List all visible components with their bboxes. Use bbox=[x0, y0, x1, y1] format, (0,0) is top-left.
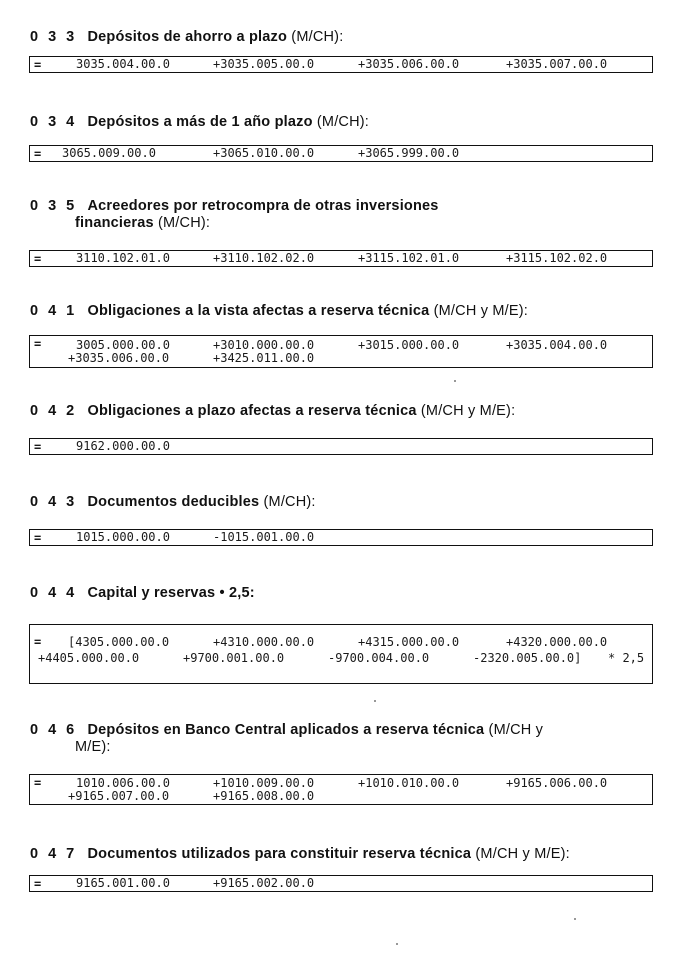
account-term: -9700.004.00.0 bbox=[328, 651, 430, 665]
formula-line bbox=[30, 531, 650, 544]
section-code: 0 4 7 bbox=[30, 846, 78, 862]
formula-line bbox=[30, 352, 650, 365]
account-term: 3005.000.00.0 bbox=[76, 338, 170, 352]
section-note: (M/CH): bbox=[316, 114, 370, 130]
formula-box bbox=[29, 145, 653, 162]
section-title: Capital y reservas • 2,5: bbox=[87, 585, 255, 601]
formula-box bbox=[29, 624, 653, 684]
section-title: Depósitos a más de 1 año plazo bbox=[87, 114, 313, 130]
equals-sign: = bbox=[34, 440, 42, 454]
account-term: +4320.000.00.0 bbox=[506, 635, 608, 649]
section-code: 0 3 5 bbox=[30, 198, 78, 214]
account-term: [4305.000.00.0 bbox=[68, 635, 170, 649]
formula-box bbox=[29, 250, 653, 267]
account-term: +3035.006.00.0 bbox=[68, 351, 170, 365]
speck bbox=[396, 943, 398, 945]
section-code: 0 3 4 bbox=[30, 114, 78, 130]
section-note: (M/CH y M/E): bbox=[433, 303, 529, 319]
section-heading bbox=[30, 722, 650, 756]
section-code: 0 3 3 bbox=[30, 29, 78, 45]
equals-sign: = bbox=[34, 635, 42, 649]
speck bbox=[374, 700, 376, 702]
account-term: +3425.011.00.0 bbox=[213, 351, 315, 365]
section-heading bbox=[30, 846, 650, 863]
formula-box bbox=[29, 529, 653, 546]
account-term: +3115.102.02.0 bbox=[506, 251, 608, 265]
section-heading bbox=[30, 403, 650, 420]
formula-line bbox=[30, 252, 650, 265]
section-code: 0 4 6 bbox=[30, 722, 78, 738]
formula-line bbox=[30, 636, 650, 649]
formula-line bbox=[30, 877, 650, 890]
account-term: +4405.000.00.0 bbox=[38, 651, 140, 665]
account-term: +1010.009.00.0 bbox=[213, 776, 315, 790]
section-heading bbox=[30, 198, 650, 232]
account-term: 3035.004.00.0 bbox=[76, 57, 170, 71]
account-term: +9165.007.00.0 bbox=[68, 789, 170, 803]
account-term: 9165.001.00.0 bbox=[76, 876, 170, 890]
section-heading bbox=[30, 114, 650, 131]
formula-box bbox=[29, 335, 653, 368]
section-heading bbox=[30, 585, 650, 602]
section-title: Obligaciones a la vista afectas a reserva técnica bbox=[87, 303, 430, 319]
account-term: +9700.001.00.0 bbox=[183, 651, 285, 665]
section-title: Documentos utilizados para constituir reserva técnica bbox=[87, 846, 472, 862]
equals-sign: = bbox=[34, 252, 42, 266]
section-note: (M/CH y bbox=[488, 722, 544, 738]
section-code: 0 4 4 bbox=[30, 585, 78, 601]
formula-box bbox=[29, 56, 653, 73]
account-term: +3015.000.00.0 bbox=[358, 338, 460, 352]
section-title-continued: financieras bbox=[75, 215, 154, 231]
equals-sign: = bbox=[34, 776, 42, 790]
section-note: (M/CH): bbox=[263, 494, 316, 510]
section-heading bbox=[30, 29, 650, 46]
section-title: Documentos deducibles bbox=[87, 494, 260, 510]
equals-sign: = bbox=[34, 531, 42, 545]
account-term: +9165.006.00.0 bbox=[506, 776, 608, 790]
formula-line bbox=[30, 58, 650, 71]
account-term: 1010.006.00.0 bbox=[76, 776, 170, 790]
formula-line bbox=[30, 652, 650, 665]
section-note: (M/CH y M/E): bbox=[475, 846, 570, 862]
section-heading bbox=[30, 303, 650, 320]
account-term: +4310.000.00.0 bbox=[213, 635, 315, 649]
account-term: +3115.102.01.0 bbox=[358, 251, 460, 265]
formula-line bbox=[30, 147, 650, 160]
multiplier: * 2,5 bbox=[608, 651, 645, 665]
account-term: +3035.005.00.0 bbox=[213, 57, 315, 71]
section-title: Acreedores por retrocompra de otras inversiones bbox=[87, 198, 439, 214]
formula-line bbox=[30, 440, 650, 453]
account-term: +3035.006.00.0 bbox=[358, 57, 460, 71]
section-title: Depósitos de ahorro a plazo bbox=[87, 29, 288, 45]
section-code: 0 4 3 bbox=[30, 494, 78, 510]
section-code: 0 4 2 bbox=[30, 403, 78, 419]
account-term: +9165.008.00.0 bbox=[213, 789, 315, 803]
account-term: -2320.005.00.0] bbox=[473, 651, 582, 665]
equals-sign: = bbox=[34, 337, 42, 351]
equals-sign: = bbox=[34, 147, 42, 161]
account-term: +3035.004.00.0 bbox=[506, 338, 608, 352]
section-code: 0 4 1 bbox=[30, 303, 78, 319]
account-term: +9165.002.00.0 bbox=[213, 876, 315, 890]
account-term: +3010.000.00.0 bbox=[213, 338, 315, 352]
account-term: +1010.010.00.0 bbox=[358, 776, 460, 790]
section-note: (M/CH y M/E): bbox=[420, 403, 516, 419]
account-term: 9162.000.00.0 bbox=[76, 439, 170, 453]
section-note-continued: M/E): bbox=[75, 739, 111, 755]
formula-box bbox=[29, 875, 653, 892]
speck bbox=[454, 380, 456, 382]
section-note: (M/CH): bbox=[291, 29, 344, 45]
formula-line bbox=[30, 790, 650, 803]
account-term: +3065.999.00.0 bbox=[358, 146, 460, 160]
equals-sign: = bbox=[34, 877, 42, 891]
equals-sign: = bbox=[34, 58, 42, 72]
account-term: -1015.001.00.0 bbox=[213, 530, 315, 544]
section-heading bbox=[30, 494, 650, 511]
section-title: Obligaciones a plazo afectas a reserva técnica bbox=[87, 403, 417, 419]
formula-box bbox=[29, 438, 653, 455]
section-note: (M/CH): bbox=[158, 215, 211, 231]
formula-box bbox=[29, 774, 653, 805]
account-term: 3110.102.01.0 bbox=[76, 251, 170, 265]
account-term: +3110.102.02.0 bbox=[213, 251, 315, 265]
account-term: 3065.009.00.0 bbox=[62, 146, 156, 160]
account-term: +3065.010.00.0 bbox=[213, 146, 315, 160]
account-term: +3035.007.00.0 bbox=[506, 57, 608, 71]
section-title: Depósitos en Banco Central aplicados a reserva técnica bbox=[87, 722, 485, 738]
account-term: +4315.000.00.0 bbox=[358, 635, 460, 649]
speck bbox=[574, 918, 576, 920]
account-term: 1015.000.00.0 bbox=[76, 530, 170, 544]
